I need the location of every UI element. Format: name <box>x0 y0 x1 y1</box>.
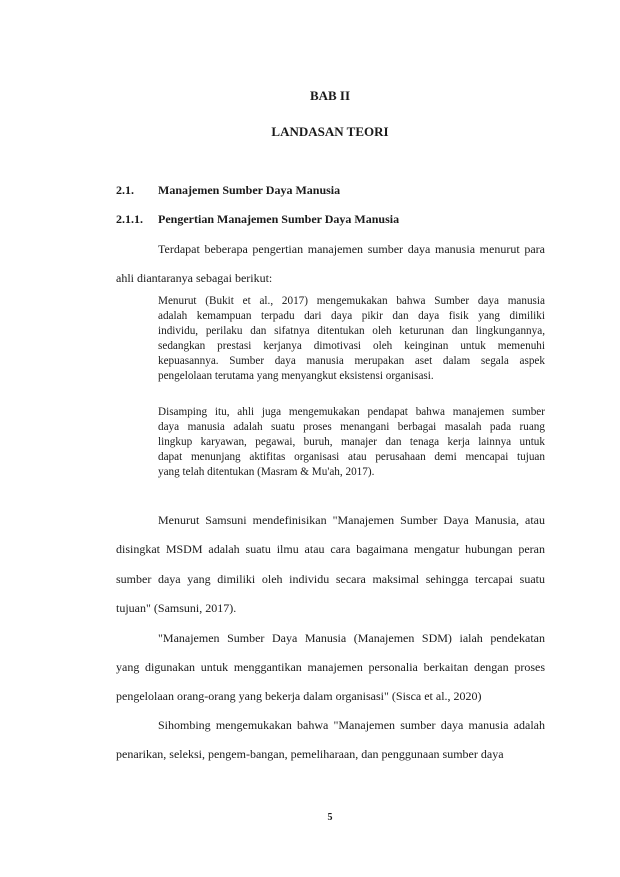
section-number: 2.1. <box>116 183 134 197</box>
para2-line: "Manajemen Sumber Daya Manusia (Manajemen SDM) ialah pendekatan <box>158 631 545 645</box>
quote1-line: Menurut (Bukit et al., 2017) mengemukakan bahwa Sumber daya manusia <box>158 295 545 307</box>
quote2-line: lingkup karyawan, pegawai, buruh, manajer dan tenaga kerja lainnya untuk <box>158 436 545 448</box>
para1-line: Menurut Samsuni mendefinisikan "Manajemen Sumber Daya Manusia, atau <box>158 513 545 527</box>
quote1-line: individu, perilaku dan sifatnya ditentukan oleh keturunan dan lingkungannya, <box>158 325 545 337</box>
quote2-line: Disamping itu, ahli juga mengemukakan pendapat bahwa manajemen sumber <box>158 406 545 418</box>
para1-line: sumber daya yang dimiliki oleh individu secara maksimal sehingga tercapai suatu <box>116 572 545 586</box>
section-title: Manajemen Sumber Daya Manusia <box>158 183 341 197</box>
subsection-title: Pengertian Manajemen Sumber Daya Manusia <box>158 212 400 226</box>
chapter-number: BAB II <box>309 88 351 103</box>
quote1-line: sedangkan prestasi kerjanya dimotivasi oleh keinginan untuk memenuhi <box>158 340 545 352</box>
quote1-line: adalah kemampuan terpadu dari daya pikir dan daya fisik yang dimiliki <box>158 310 545 322</box>
intro-line: Terdapat beberapa pengertian manajemen sumber daya manusia menurut para <box>158 242 545 256</box>
quote1-line: pengelolaan terutama yang menyangkut eksistensi organisasi. <box>158 370 434 382</box>
para2-line: pengelolaan orang-orang yang bekerja dalam organisasi" (Sisca et al., 2020) <box>116 689 482 703</box>
para1-line: tujuan" (Samsuni, 2017). <box>116 601 237 615</box>
para3-line: penarikan, seleksi, pengem-bangan, pemeliharaan, dan penggunaan sumber daya <box>116 747 504 761</box>
quote1-line: kepuasannya. Sumber daya manusia merupakan aset dalam segala aspek <box>158 355 545 367</box>
para3-line: Sihombing mengemukakan bahwa "Manajemen sumber daya manusia adalah <box>158 718 545 732</box>
intro-line: ahli diantaranya sebagai berikut: <box>116 271 273 285</box>
chapter-title: LANDASAN TEORI <box>271 124 389 139</box>
quote2-line: yang telah ditentukan (Masram & Mu'ah, 2017). <box>158 466 375 478</box>
para1-line: disingkat MSDM adalah suatu ilmu atau cara bagaimana mengatur hubungan peran <box>116 542 545 556</box>
subsection-number: 2.1.1. <box>116 212 143 226</box>
quote2-line: daya manusia adalah suatu proses menangani berbagai masalah pada ruang <box>158 421 545 433</box>
quote2-line: dapat menunjang aktifitas organisasi atau perusahaan demi mencapai tujuan <box>158 451 545 463</box>
para2-line: yang digunakan untuk menggantikan manajemen personalia berkaitan dengan proses <box>116 660 545 674</box>
page-number: 5 <box>327 812 333 823</box>
